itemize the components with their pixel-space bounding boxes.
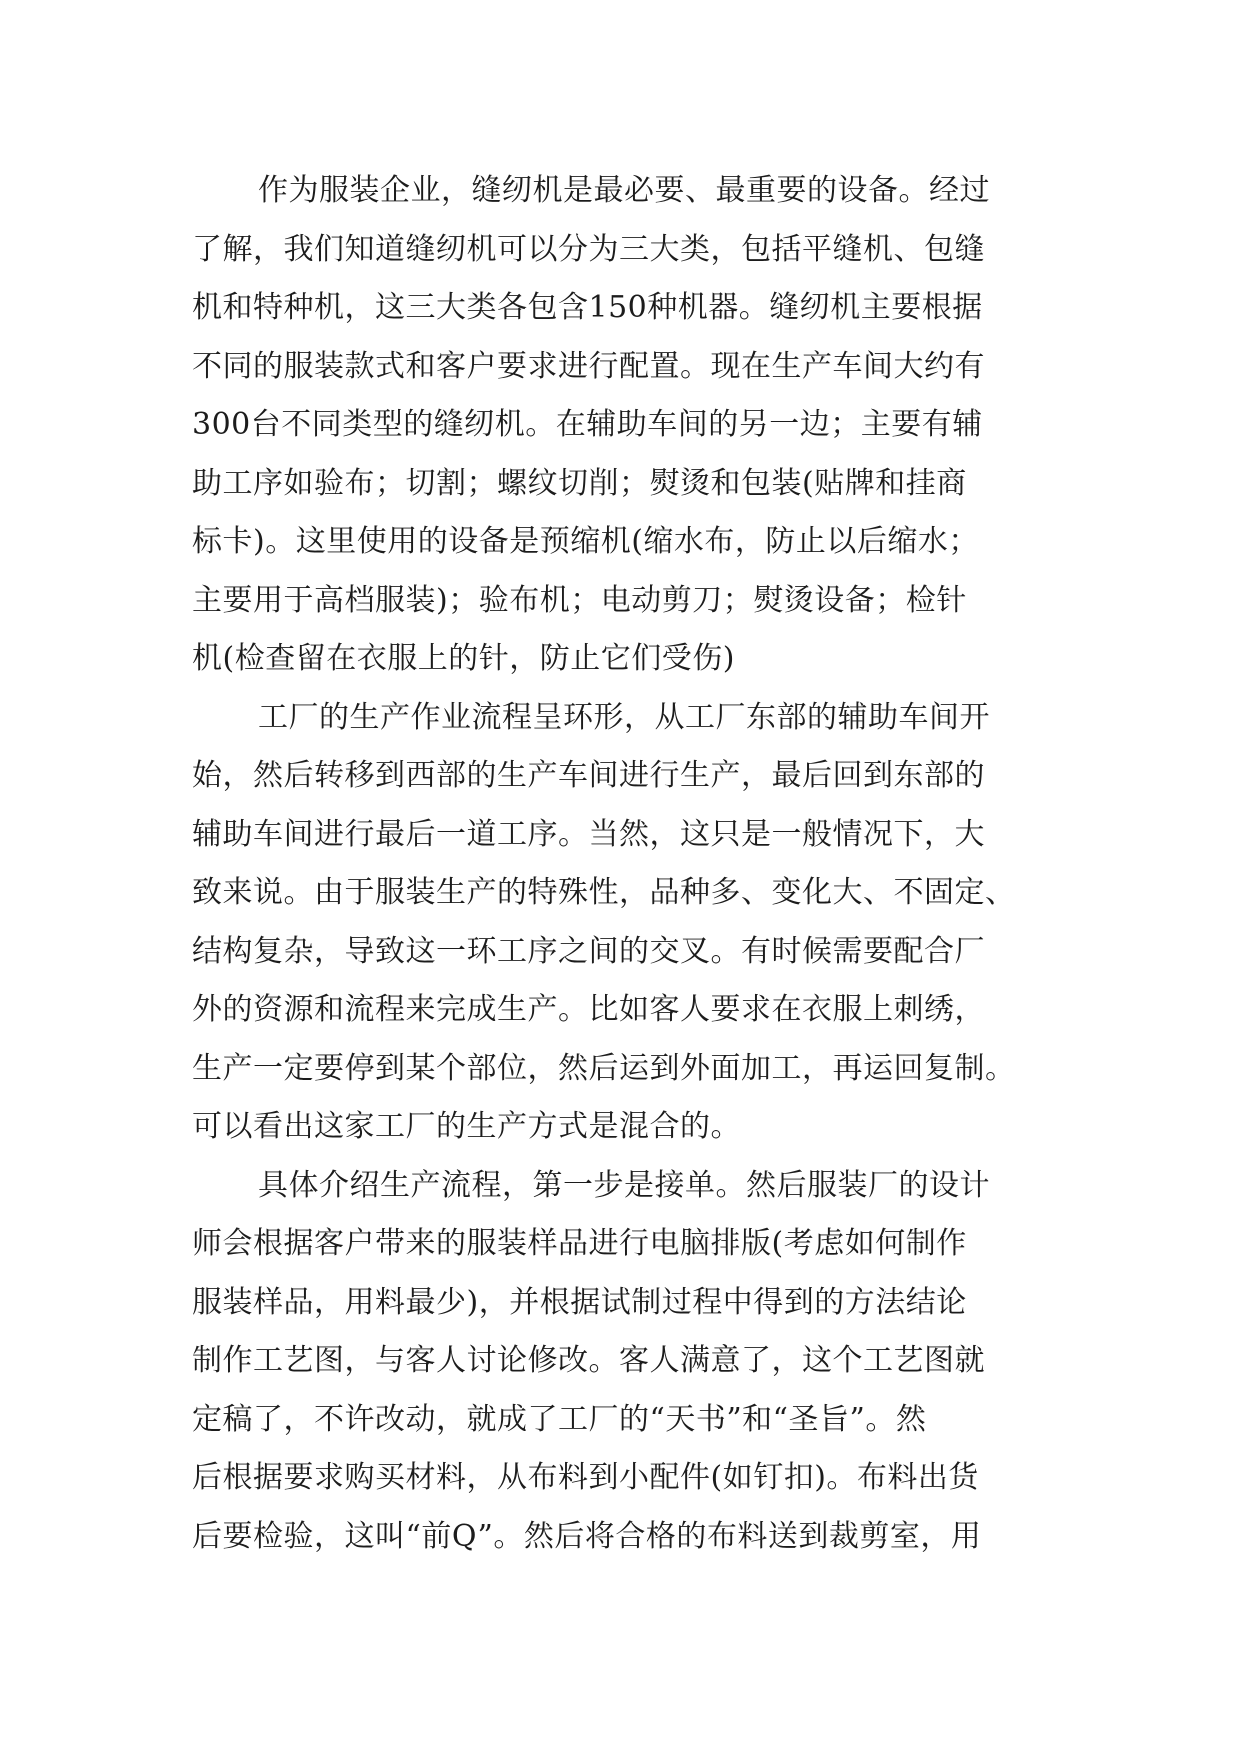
text-line: 主要用于高档服装)；验布机；电动剪刀；熨烫设备；检针 — [192, 582, 967, 618]
text-line: 后要检验，这叫“前Q”。然后将合格的布料送到裁剪室，用 — [192, 1518, 982, 1554]
text-line: 辅助车间进行最后一道工序。当然，这只是一般情况下，大 — [192, 816, 985, 852]
text-line: 定稿了，不许改动，就成了工厂的“天书”和“圣旨”。然 — [192, 1401, 927, 1437]
text-line: 机(检查留在衣服上的针，防止它们受伤) — [192, 641, 735, 676]
text-line: 生产一定要停到某个部位，然后运到外面加工，再运回复制。 — [192, 1050, 1016, 1086]
text-line: 服装样品，用料最少)，并根据试制过程中得到的方法结论 — [192, 1284, 967, 1320]
text-line: 始，然后转移到西部的生产车间进行生产，最后回到东部的 — [192, 758, 985, 793]
text-line: 助工序如验布；切割；螺纹切削；熨烫和包装(贴牌和挂商 — [192, 465, 967, 501]
paragraph-production-flow — [192, 689, 1048, 1157]
text-line: 后根据要求购买材料，从布料到小配件(如钉扣)。布料出货 — [192, 1460, 979, 1495]
body-text — [192, 162, 1048, 1566]
text-line: 标卡)。这里使用的设备是预缩机(缩水布，防止以后缩水； — [192, 524, 979, 559]
text-line: 可以看出这家工厂的生产方式是混合的。 — [192, 1109, 741, 1144]
paragraph-sewing-machines — [192, 162, 1048, 689]
text-line: 工厂的生产作业流程呈环形，从工厂东部的辅助车间开 — [258, 699, 990, 735]
text-line: 机和特种机，这三大类各包含150种机器。缝纫机主要根据 — [192, 290, 983, 325]
text-line: 制作工艺图，与客人讨论修改。客人满意了，这个工艺图就 — [192, 1343, 985, 1378]
text-line: 结构复杂，导致这一环工序之间的交叉。有时候需要配合厂 — [192, 933, 985, 969]
text-line: 不同的服装款式和客户要求进行配置。现在生产车间大约有 — [192, 348, 985, 384]
text-line: 300台不同类型的缝纫机。在辅助车间的另一边；主要有辅 — [192, 407, 983, 442]
text-line: 外的资源和流程来完成生产。比如客人要求在衣服上刺绣， — [192, 992, 985, 1027]
text-line: 了解，我们知道缝纫机可以分为三大类，包括平缝机、包缝 — [192, 231, 985, 267]
text-line: 师会根据客户带来的服装样品进行电脑排版(考虑如何制作 — [192, 1226, 967, 1261]
paragraph-production-steps — [192, 1157, 1048, 1567]
text-line: 作为服装企业，缝纫机是最必要、最重要的设备。经过 — [258, 173, 990, 208]
text-line: 致来说。由于服装生产的特殊性，品种多、变化大、不固定、 — [192, 875, 1016, 910]
text-line: 具体介绍生产流程，第一步是接单。然后服装厂的设计 — [258, 1167, 990, 1203]
